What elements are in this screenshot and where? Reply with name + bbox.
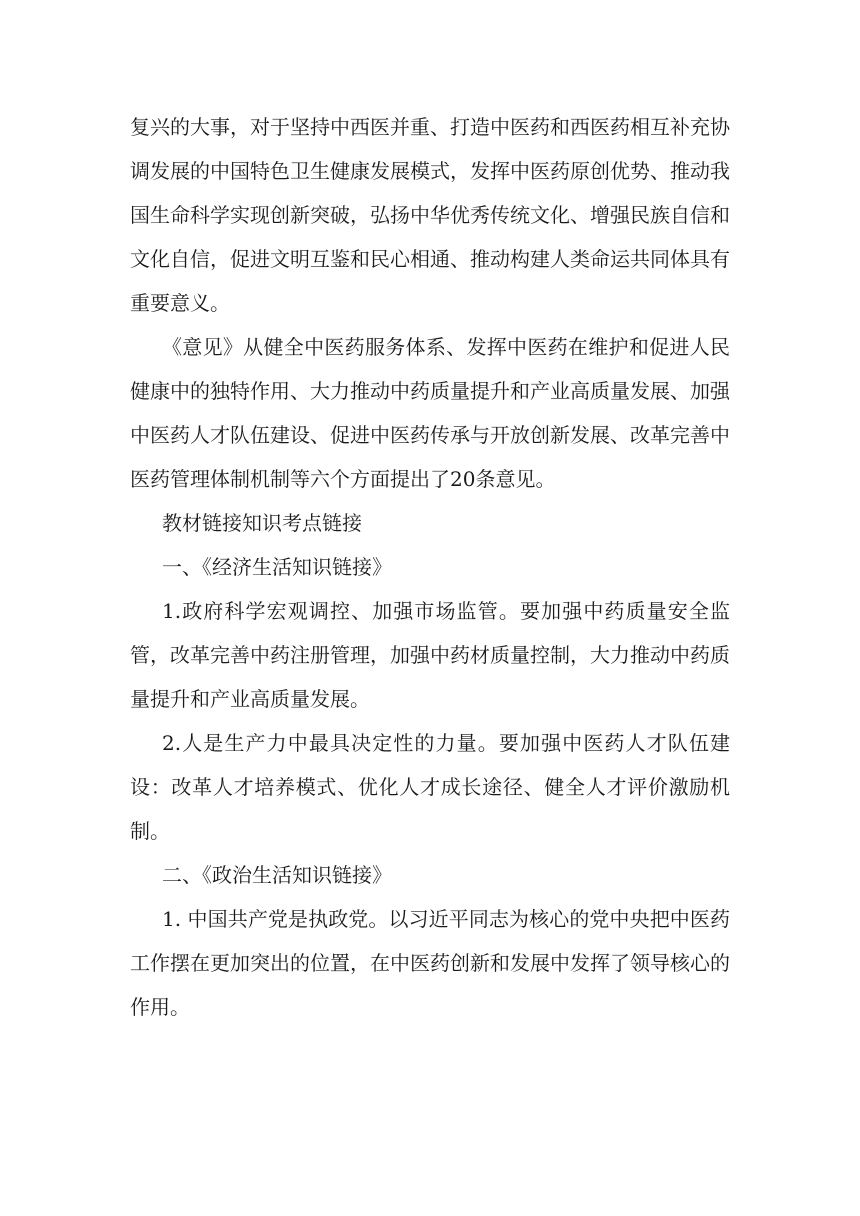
- paragraph-opinions-summary: 《意见》从健全中医药服务体系、发挥中医药在维护和促进人民健康中的独特作用、大力推动中药质量提升和产业高质量发展、加强中医药人才队伍建设、促进中医药传承与开放创新发展、改革完善中医药管理体制机制等六个方面提出了20条意见。: [130, 335, 730, 491]
- section-heading-political-life: 二、《政治生活知识链接》: [162, 863, 392, 887]
- paragraph-political-point-1: 1. 中国共产党是执政党。以习近平同志为核心的党中央把中医药工作摆在更加突出的位置，在中医药创新和发展中发挥了领导核心的作用。: [130, 907, 730, 1019]
- section-heading-textbook-links: 教材链接知识考点链接: [162, 511, 362, 535]
- paragraph-economic-point-1: 1.政府科学宏观调控、加强市场监管。要加强中药质量安全监管，改革完善中药注册管理，加强中药材质量控制，大力推动中药质量提升和产业高质量发展。: [130, 599, 730, 711]
- section-heading-economic-life: 一、《经济生活知识链接》: [162, 555, 392, 579]
- paragraph-economic-point-2: 2.人是生产力中最具决定性的力量。要加强中医药人才队伍建设：改革人才培养模式、优化人才成长途径、健全人才评价激励机制。: [130, 731, 730, 843]
- document-body: [130, 105, 730, 1029]
- paragraph-significance: 复兴的大事，对于坚持中西医并重、打造中医药和西医药相互补充协调发展的中国特色卫生健康发展模式，发挥中医药原创优势、推动我国生命科学实现创新突破，弘扬中华优秀传统文化、增强民族自信和文化自信，促进文明互鉴和民心相通、推动构建人类命运共同体具有重要意义。: [130, 115, 730, 315]
